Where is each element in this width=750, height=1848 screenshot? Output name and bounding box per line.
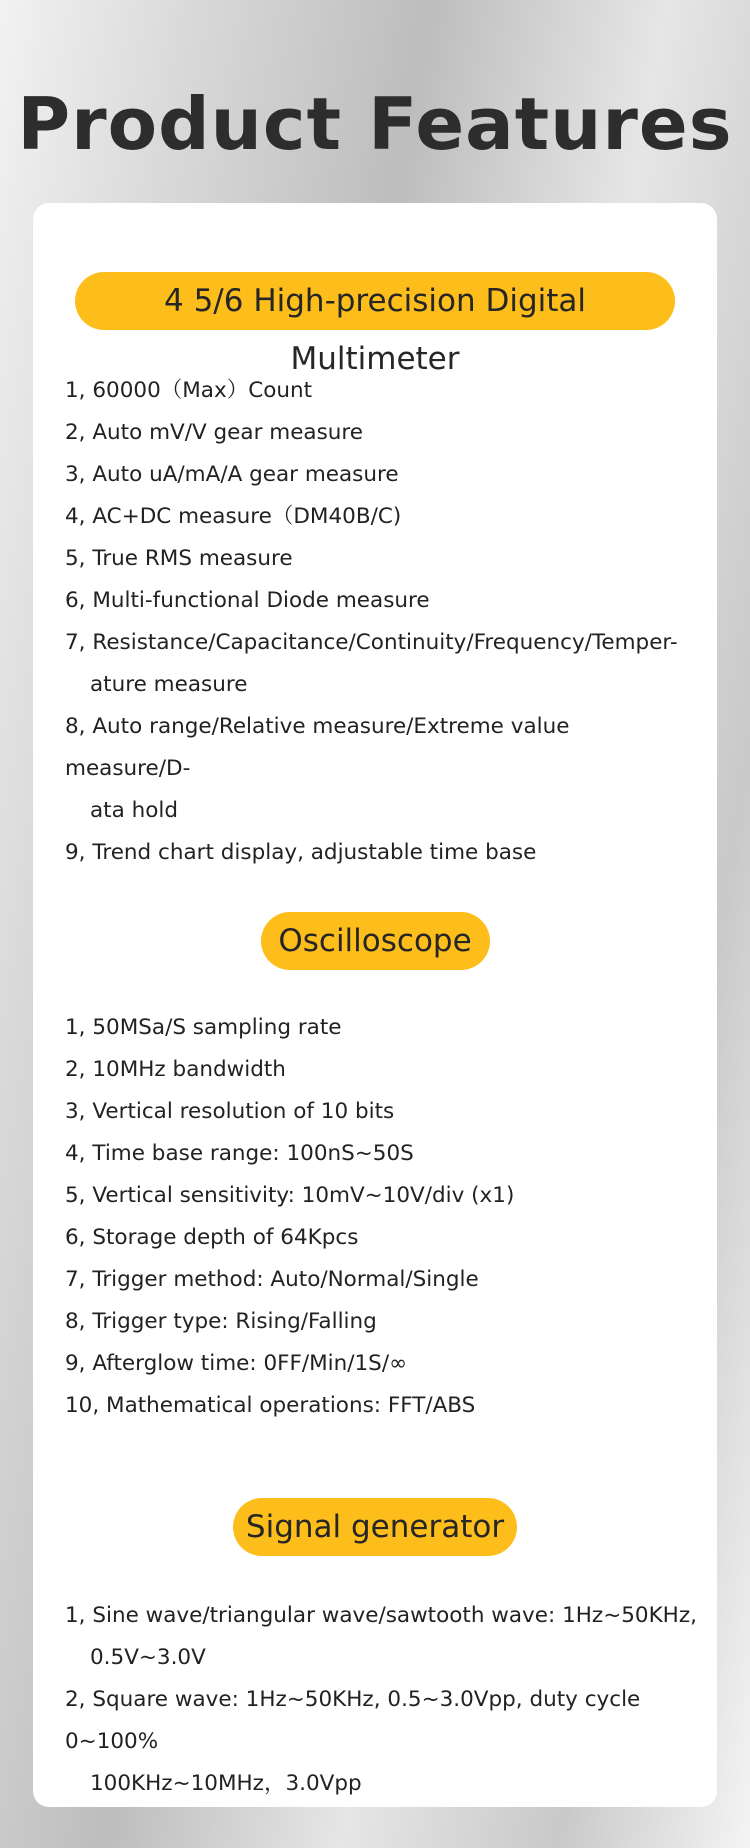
list-item: 4, Time base range: 100nS~50S — [65, 1141, 414, 1166]
list-item: 6, Storage depth of 64Kpcs — [65, 1225, 359, 1250]
list-item: 7, Resistance/Capacitance/Continuity/Frequency/Temper- ature measure — [65, 630, 678, 697]
list-item: 5, Vertical sensitivity: 10mV~10V/div (x1) — [65, 1183, 515, 1208]
signal-generator-feature-list — [65, 1595, 699, 1805]
section-heading-oscilloscope — [33, 912, 717, 970]
list-item: 9, Afterglow time: 0FF/Min/1S/∞ — [65, 1351, 407, 1376]
features-card — [33, 203, 717, 1807]
oscilloscope-heading-label: Oscilloscope — [261, 912, 490, 970]
list-item: 9, Trend chart display, adjustable time base — [65, 840, 537, 865]
list-item: 2, Square wave: 1Hz~50KHz, 0.5~3.0Vpp, duty cycle 0~100% 100KHz~10MHz，3.0Vpp — [65, 1687, 641, 1796]
section-heading-signal-generator — [33, 1498, 717, 1556]
section-heading-multimeter — [33, 272, 717, 377]
list-item: 10, Mathematical operations: FFT/ABS — [65, 1393, 476, 1418]
list-item: 7, Trigger method: Auto/Normal/Single — [65, 1267, 479, 1292]
list-item: 6, Multi-functional Diode measure — [65, 588, 430, 613]
list-item: 5, True RMS measure — [65, 546, 293, 571]
oscilloscope-feature-list — [65, 1007, 699, 1427]
multimeter-feature-list — [65, 370, 699, 874]
list-item: 8, Auto range/Relative measure/Extreme value measure/D- ata hold — [65, 714, 570, 823]
list-item: 1, Sine wave/triangular wave/sawtooth wave: 1Hz~50KHz, 0.5V~3.0V — [65, 1603, 697, 1670]
list-item: 1, 50MSa/S sampling rate — [65, 1015, 342, 1040]
list-item: 3, Auto uA/mA/A gear measure — [65, 462, 399, 487]
list-item: 3, Vertical resolution of 10 bits — [65, 1099, 395, 1124]
list-item: 2, Auto mV/V gear measure — [65, 420, 364, 445]
list-item: 2, 10MHz bandwidth — [65, 1057, 286, 1082]
multimeter-heading-label: 4 5/6 High-precision Digital Multimeter — [75, 272, 675, 330]
page-title: Product Features — [17, 82, 733, 166]
signal-generator-heading-label: Signal generator — [233, 1498, 517, 1556]
list-item: 8, Trigger type: Rising/Falling — [65, 1309, 377, 1334]
list-item: 4, AC+DC measure（DM40B/C) — [65, 504, 402, 529]
list-item: 1, 60000（Max）Count — [65, 378, 313, 403]
